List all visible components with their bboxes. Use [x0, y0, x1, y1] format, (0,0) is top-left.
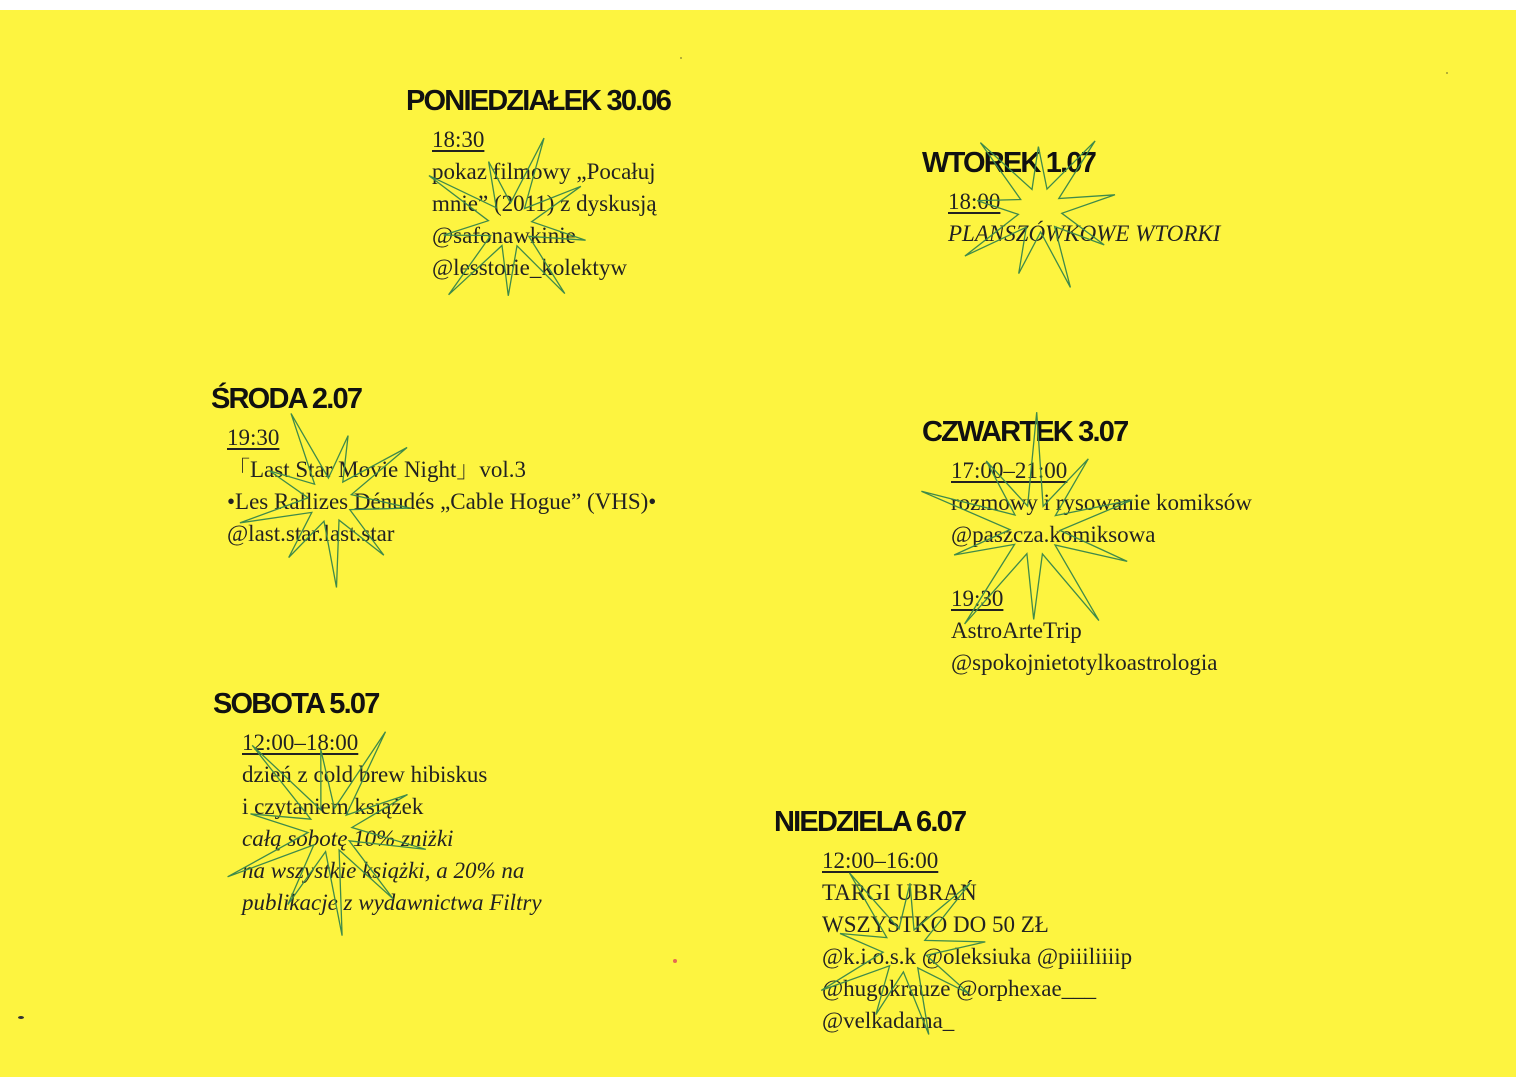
day-saturday — [213, 687, 542, 919]
event-time: 17:00–21:00 — [951, 458, 1068, 483]
event-description: i czytaniem książek — [242, 794, 424, 819]
promo-text: publikacje z wydawnictwa Filtry — [242, 890, 542, 915]
event-description: 「Last Star Movie Night」vol.3 — [227, 457, 526, 482]
organizer-handle: @spokojnietotylkoastrologia — [951, 650, 1218, 675]
event-time: 12:00–16:00 — [822, 848, 939, 873]
day-title: NIEDZIELA 6.07 — [774, 806, 966, 838]
event-description: dzień z cold brew hibiskus — [242, 762, 488, 787]
ink-speck — [673, 959, 677, 963]
event-description: TARGI UBRAŃ — [822, 880, 977, 905]
day-title: CZWARTEK 3.07 — [922, 416, 1128, 448]
day-tuesday — [922, 146, 1220, 250]
event-time: 19:30 — [951, 586, 1004, 611]
event-description: WSZYSTKO DO 50 ZŁ — [822, 912, 1049, 937]
day-title: PONIEDZIAŁEK 30.06 — [406, 85, 671, 117]
day-thursday — [922, 415, 1252, 679]
organizer-handle: @k.i.o.s.k @oleksiuka @piiiliiiip — [822, 944, 1133, 969]
event-time: 19:30 — [227, 425, 280, 450]
organizer-handle: @velkadama_ — [822, 1008, 955, 1033]
event-description: rozmowy i rysowanie komiksów — [951, 490, 1252, 515]
event-description: PLANSZÓWKOWE WTORKI — [948, 221, 1221, 246]
event-description: AstroArteTrip — [951, 618, 1082, 643]
ink-speck — [1446, 72, 1448, 74]
ink-speck — [680, 57, 682, 59]
organizer-handle: @lesstorie_kolektyw — [432, 255, 627, 280]
event-description: mnie” (2011) z dyskusją — [432, 191, 657, 216]
event-time: 18:00 — [948, 189, 1001, 214]
day-wednesday — [211, 382, 656, 550]
ink-speck — [18, 1016, 24, 1019]
event-time: 18:30 — [432, 127, 485, 152]
day-monday — [406, 84, 670, 284]
organizer-handle: @paszcza.komiksowa — [951, 522, 1156, 547]
promo-text: na wszystkie książki, a 20% na — [242, 858, 525, 883]
day-title: WTOREK 1.07 — [922, 147, 1096, 179]
day-title: SOBOTA 5.07 — [213, 688, 379, 720]
flyer-sheet — [0, 10, 1516, 1077]
promo-text: całą sobotę 10% zniżki — [242, 826, 454, 851]
event-time: 12:00–18:00 — [242, 730, 359, 755]
event-description: pokaz filmowy „Pocałuj — [432, 159, 656, 184]
day-title: ŚRODA 2.07 — [211, 383, 362, 415]
organizer-handle: @last.star.last.star — [227, 521, 395, 546]
event-description: •Les Rallizes Dénudés „Cable Hogue” (VHS)• — [227, 489, 657, 514]
organizer-handle: @hugokrauze @orphexae___ — [822, 976, 1097, 1001]
day-sunday — [774, 805, 1132, 1037]
organizer-handle: @safonawkinie — [432, 223, 576, 248]
